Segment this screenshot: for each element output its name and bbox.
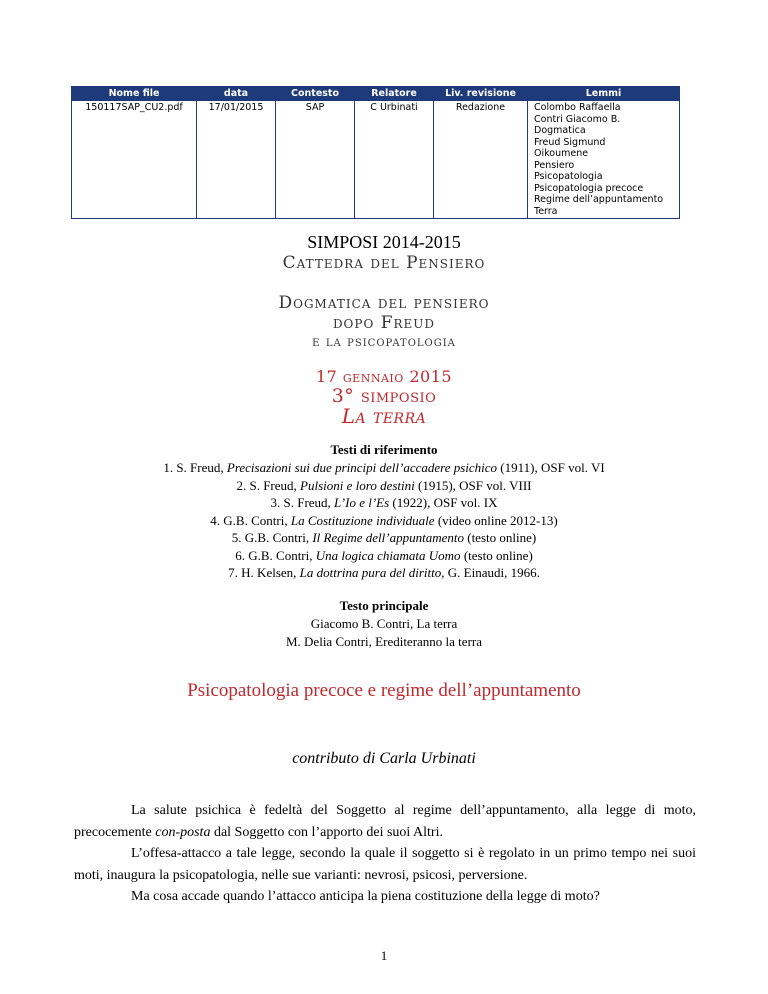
body-text (74, 800, 696, 908)
references-list (0, 459, 768, 582)
metadata-header-row (72, 87, 680, 101)
header-nome-file: Nome file (72, 87, 197, 101)
reference-item: 4. G.B. Contri, La Costituzione individuale (video online 2012-13) (210, 512, 558, 528)
header-contesto: Contesto (276, 87, 355, 101)
main-text-line: M. Delia Contri, Erediteranno la terra (285, 634, 482, 649)
event-date: 17 gennaio 2015 (315, 367, 453, 386)
paragraph: L’offesa-attacco a tale legge, secondo la quale il soggetto si è regolato in un primo tempo nei suoi moti, inaugura la psicopatologia, nelle sue varianti: nevrosi, psicosi, perversione. (74, 846, 696, 883)
lemma-item: Psicopatologia precoce (534, 182, 644, 194)
cell-relatore: C Urbinati (355, 101, 434, 219)
cell-nome-file: 150117SAP_CU2.pdf (72, 101, 197, 219)
references-title: Testi di riferimento (330, 442, 438, 457)
lemma-item: Oikoumene (534, 148, 589, 159)
cell-data: 17/01/2015 (197, 101, 276, 219)
dopo-freud-title: dopo Freud (332, 313, 436, 333)
cell-lemmi (528, 101, 680, 219)
main-text-line: Giacomo B. Contri, La terra (310, 616, 458, 631)
metadata-row (72, 101, 680, 219)
reference-item: 6. G.B. Contri, Una logica chiamata Uomo (testo online) (235, 547, 533, 563)
lemma-item: Colombo Raffaella (534, 102, 621, 113)
document-metadata-table (71, 86, 680, 219)
reference-item: 2. S. Freud, Pulsioni e loro destini (1915), OSF vol. VIII (236, 477, 532, 493)
lemma-item: Pensiero (534, 159, 575, 171)
cell-contesto: SAP (276, 101, 355, 219)
section-heading: Psicopatologia precoce e regime dell’appuntamento (187, 680, 581, 701)
simposio-theme: La terra (341, 404, 427, 428)
lemma-item: Dogmatica (534, 125, 586, 136)
paragraph: La salute psichica è fedeltà del Soggetto al regime dell’appuntamento, alla legge di moto, precocemente con-posta dal Soggetto con l’apporto dei suoi Altri. (74, 803, 696, 840)
cell-revisione: Redazione (434, 101, 528, 219)
main-text-title: Testo principale (339, 598, 429, 613)
reference-item: 5. G.B. Contri, Il Regime dell’appuntamento (testo online) (231, 530, 537, 545)
lemma-item: Psicopatologia (534, 171, 603, 182)
reference-item: 1. S. Freud, Precisazioni sui due principi dell’accadere psichico (1911), OSF vol. VI (163, 460, 605, 475)
reference-item: 3. S. Freud, L’Io e l’Es (1922), OSF vol. IX (270, 495, 498, 510)
page-number: 1 (380, 948, 388, 963)
dogmatica-title: Dogmatica del pensiero (278, 293, 490, 313)
lemma-item: Regime dell’appuntamento (534, 194, 664, 205)
lemma-item: Contri Giacomo B. (534, 113, 621, 125)
cattedra-title: Cattedra del Pensiero (282, 253, 486, 273)
reference-item: 7. H. Kelsen, La dottrina pura del diritto, G. Einaudi, 1966. (228, 565, 540, 580)
lemma-item: Terra (534, 205, 558, 217)
contribution-author: contributo di Carla Urbinati (292, 750, 476, 767)
header-revisione: Liv. revisione (434, 87, 528, 101)
lemma-item: Freud Sigmund (534, 136, 606, 148)
header-relatore: Relatore (355, 87, 434, 101)
header-data: data (197, 87, 276, 101)
header-lemmi: Lemmi (528, 87, 680, 101)
simposi-title: SIMPOSI 2014-2015 (307, 232, 461, 252)
paragraph: Ma cosa accade quando l’attacco anticipa la piena costituzione della legge di moto? (131, 889, 600, 904)
psicopatologia-subtitle: e la psicopatologia (312, 334, 456, 350)
simposio-number: 3° simposio (331, 385, 437, 407)
